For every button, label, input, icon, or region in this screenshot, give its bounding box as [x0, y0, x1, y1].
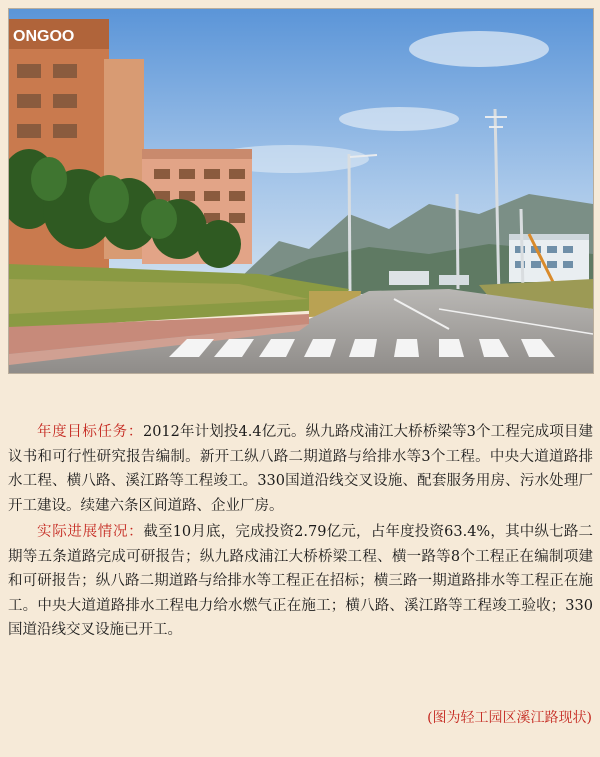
progress-heading: 实际进展情况： [37, 524, 144, 540]
annual-target-heading: 年度目标任务： [37, 424, 143, 440]
building-sign: ONGOO [13, 28, 75, 45]
road-photo [8, 8, 594, 374]
progress-text: 截至10月底，完成投资2.79亿元，占年度投资63.4%，其中纵七路二期等五条道路完成可研报告；纵九路戍浦江大桥桥梁工程、横一路等8个工程正在编制项建和可研报告；纵八路二期道路与给排水等工程正在招标；横三路一期道路排水等工程正在施工。中央大道道路排水工程电力给水燃气正在施工；横八路、溪江路等工程竣工验收；330国道沿线交叉设施已开工。 [8, 524, 594, 638]
annual-target-text: 2012年计划投4.4亿元。纵九路戍浦江大桥桥梁等3个工程完成项目建议书和可行性研究报告编制。新开工纵八路二期道路与给排水等3个工程。中央大道道路排水工程、横八路、溪江路等工程竣工。330国道沿线交叉设施、配套服务用房、污水处理厂开工建设。续建六条区间道路、企业厂房。 [8, 424, 594, 514]
annual-target-paragraph [8, 420, 593, 518]
progress-paragraph [8, 520, 593, 643]
photo-caption: (图为轻工园区溪江路现状) [427, 710, 592, 726]
article-body [8, 420, 593, 645]
